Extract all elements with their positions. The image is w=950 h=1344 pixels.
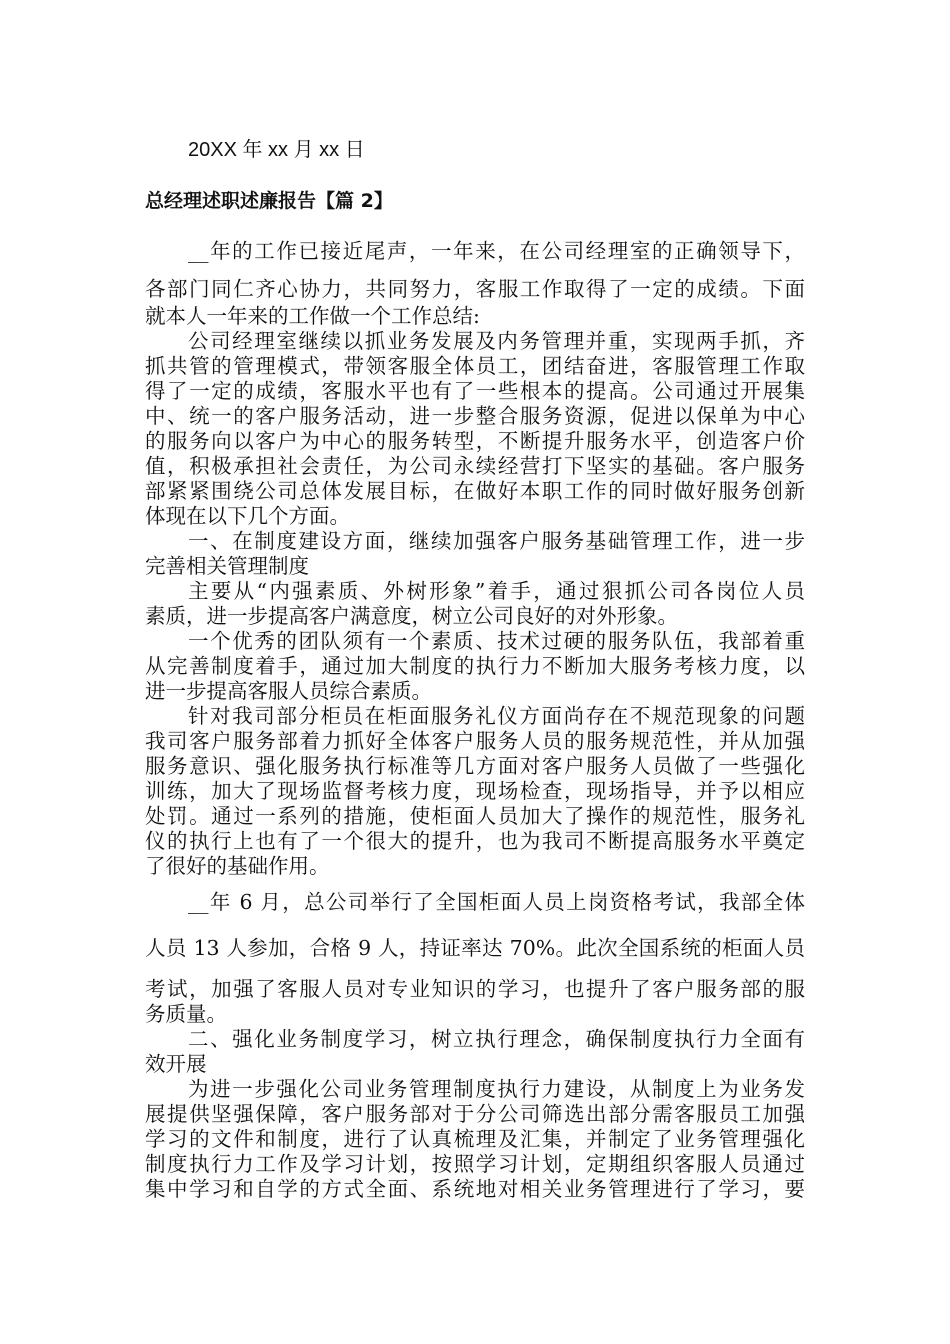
paragraph-line: 了很好的基础作用。 (145, 854, 330, 878)
paragraph-line: 二、强化业务制度学习，树立执行理念，确保制度执行力全面有 (188, 1027, 805, 1051)
paragraph-line: 制度执行力工作及学习计划，按照学习计划，定期组织客服人员通过 (145, 1152, 805, 1176)
paragraph-line: 中、统一的客户服务活动，进一步整合服务资源，促进以保单为中心 (145, 404, 805, 428)
paragraph-line: 各部门同仁齐心协力，共同努力，客服工作取得了一定的成绩。下面 (145, 277, 805, 301)
paragraph-line: 人员 13 人参加，合格 9 人，持证率达 70%。此次全国系统的柜面人员 (145, 936, 805, 960)
paragraph-line: __年 6 月，总公司举行了全国柜面人员上岗资格考试，我部全体 (188, 890, 805, 914)
paragraph-line: 主要从“内强素质、外树形象”着手，通过狠抓公司各岗位人员 (188, 579, 805, 603)
paragraph-line: 一个优秀的团队须有一个素质、技术过硬的服务队伍，我部着重 (188, 629, 805, 653)
paragraph-line: 素质，进一步提高客户满意度，树立公司良好的对外形象。 (145, 604, 678, 628)
paragraph-line: 得了一定的成绩，客服水平也有了一些根本的提高。公司通过开展集 (145, 379, 805, 403)
paragraph-line: 集中学习和自学的方式全面、系统地对相关业务管理进行了学习，要 (145, 1177, 805, 1201)
paragraph-line: __年的工作已接近尾声，一年来，在公司经理室的正确领导下， (188, 239, 805, 263)
paragraph-line: 服务意识、强化服务执行标准等几方面对客户服务人员做了一些强化 (145, 754, 805, 778)
paragraph-line: 为进一步强化公司业务管理制度执行力建设，从制度上为业务发 (188, 1077, 805, 1101)
paragraph-line: 完善相关管理制度 (145, 554, 309, 578)
paragraph-line: 公司经理室继续以抓业务发展及内务管理并重，实现两手抓，齐 (188, 329, 805, 353)
paragraph-line: 体现在以下几个方面。 (145, 504, 350, 528)
paragraph-line: 展提供坚强保障，客户服务部对于分公司筛选出部分需客服员工加强 (145, 1102, 805, 1126)
paragraph-line: 我司客户服务部着力抓好全体客户服务人员的服务规范性，并从加强 (145, 729, 805, 753)
paragraph-line: 效开展 (145, 1052, 207, 1076)
paragraph-line: 一、在制度建设方面，继续加强客户服务基础管理工作，进一步 (188, 529, 805, 553)
document-heading: 总经理述职述廉报告【篇 2】 (145, 190, 393, 212)
paragraph-line: 学习的文件和制度，进行了认真梳理及汇集，并制定了业务管理强化 (145, 1127, 805, 1151)
paragraph-line: 处罚。通过一系列的措施，使柜面人员加大了操作的规范性，服务礼 (145, 804, 805, 828)
paragraph-line: 务质量。 (145, 1002, 227, 1026)
paragraph-line: 从完善制度着手，通过加大制度的执行力不断加大服务考核力度，以 (145, 654, 805, 678)
paragraph-line: 进一步提高客服人员综合素质。 (145, 679, 432, 703)
paragraph-line: 部紧紧围绕公司总体发展目标，在做好本职工作的同时做好服务创新 (145, 479, 805, 503)
paragraph-line: 训练，加大了现场监督考核力度，现场检查，现场指导，并予以相应 (145, 779, 805, 803)
paragraph-line: 抓共管的管理模式，带领客服全体员工，团结奋进，客服管理工作取 (145, 354, 805, 378)
document-date: 20XX 年 xx 月 xx 日 (188, 139, 365, 161)
paragraph-line: 就本人一年来的工作做一个工作总结: (145, 304, 480, 328)
paragraph-line: 值，积极承担社会责任，为公司永续经营打下坚实的基础。客户服务 (145, 454, 805, 478)
paragraph-line: 的服务向以客户为中心的服务转型，不断提升服务水平，创造客户价 (145, 429, 805, 453)
paragraph-line: 仪的执行上也有了一个很大的提升，也为我司不断提高服务水平奠定 (145, 829, 805, 853)
paragraph-line: 考试，加强了客服人员对专业知识的学习，也提升了客户服务部的服 (145, 977, 805, 1001)
paragraph-line: 针对我司部分柜员在柜面服务礼仪方面尚存在不规范现象的问题 (188, 704, 805, 728)
